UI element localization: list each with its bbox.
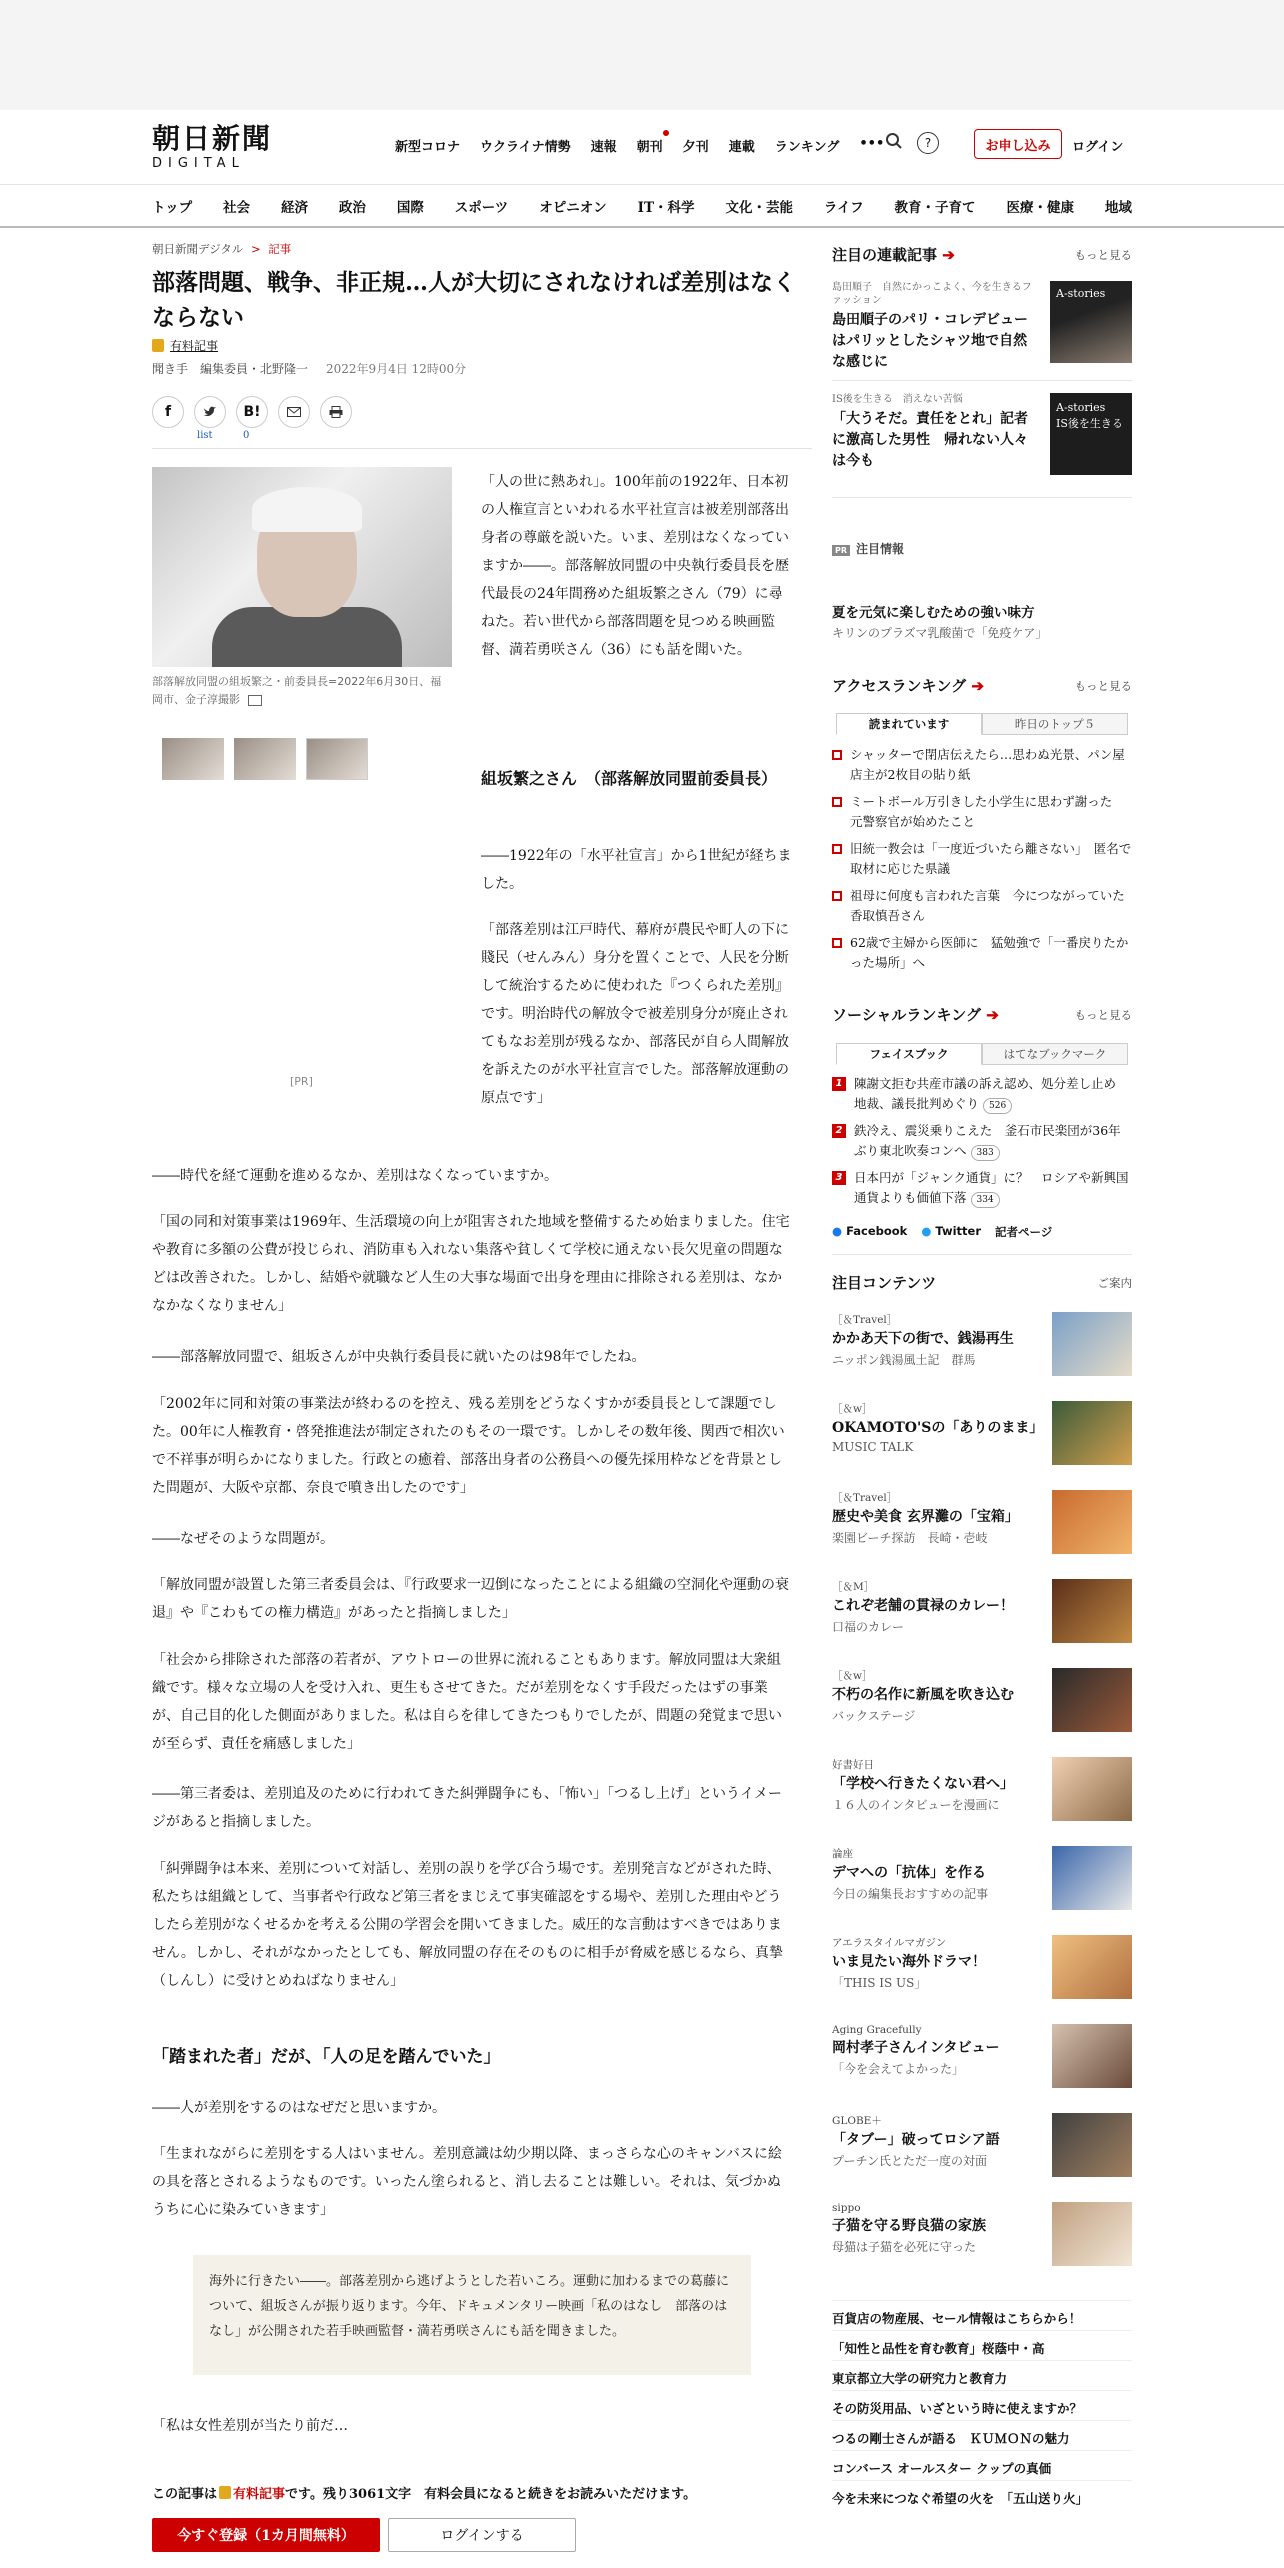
logo-title: 朝日新聞	[152, 122, 273, 155]
promo-link[interactable]: その防災用品、いざという時に使えますか？	[832, 2390, 1132, 2417]
social-text: 陳謝文拒む共産市議の訴え認め、処分差し止め 地裁、議長批判めぐり	[854, 1076, 1129, 1111]
social-ranking-header	[832, 1004, 1132, 1025]
serial-title: 島田順子のパリ・コレデビューはパリッとしたシャツ地で自然な感じに	[832, 312, 1028, 370]
content-title: OKAMOTO'Sの「ありのまま」	[832, 1420, 1044, 1436]
question-1: ――1922年の「水平社宣言」から1世紀が経ちました。	[481, 848, 792, 892]
social-item-body	[854, 1121, 1132, 1161]
content-title: 岡村孝子さんインタビュー	[832, 2040, 1000, 2056]
rank-number: 1	[832, 1077, 846, 1091]
article-photo[interactable]	[152, 467, 452, 667]
rank-number: 3	[832, 1171, 846, 1185]
twitter-list-count[interactable]: list	[197, 430, 213, 441]
share-count-badge: 383	[971, 1145, 1000, 1161]
ranking-text: 62歳で主婦から医師に 猛勉強で「一番戻りたかった場所」へ	[850, 935, 1129, 970]
content-label: GLOBE＋	[832, 2115, 882, 2127]
pr-subtitle[interactable]: キリンのプラズマ乳酸菌で「免疫ケア」	[832, 626, 1048, 640]
facebook-icon: ●	[832, 1224, 843, 1238]
content-item[interactable]	[832, 2202, 1132, 2277]
ranking-item[interactable]	[832, 886, 1138, 926]
article-tease: 「私は女性差別が当たり前だ…	[152, 2418, 348, 2434]
mail-share-icon[interactable]	[278, 396, 310, 428]
rank-number: 2	[832, 1124, 846, 1138]
content-thumbnail	[1052, 1846, 1132, 1910]
article-meta	[152, 360, 466, 377]
ranking-text: シャッターで閉店伝えたら…思わぬ光景、パン屋店主が2枚目の貼り紙	[850, 747, 1125, 782]
question-6: ――第三者委は、差別追及のために行われてきた糾弾闘争にも、「怖い」「つるし上げ」というイメージがあると指摘しました。	[152, 1786, 782, 1830]
serial-title: 「大うそだ。責任をとれ」記者に激高した男性 帰れない人々は今も	[832, 411, 1028, 469]
pr-label: [PR]	[290, 1075, 313, 1088]
content-title: 子猫を守る野良猫の家族	[832, 2218, 986, 2234]
content-item[interactable]	[832, 1401, 1132, 1476]
image-icon[interactable]	[248, 695, 262, 706]
photo-caption	[152, 673, 452, 709]
content-thumbnail	[1052, 2024, 1132, 2088]
facebook-share-icon[interactable]: f	[152, 396, 184, 428]
access-more-link[interactable]: もっと見る	[1074, 678, 1132, 693]
new-dot	[663, 130, 669, 136]
content-thumbnail	[1052, 1579, 1132, 1643]
content-label: ［＆Travel］	[832, 1314, 898, 1326]
cat-health[interactable]: 医療・健康	[1006, 200, 1074, 216]
share-buttons	[152, 396, 352, 428]
arrow-right-icon: ➔	[986, 1006, 999, 1024]
content-subtitle: 楽園ビーチ探訪 長崎・壱岐	[832, 1531, 988, 1545]
content-subtitle: 母猫は子猫を必死に守った	[832, 2240, 977, 2254]
content-label: sippo	[832, 2202, 861, 2214]
promo-link[interactable]: 東京都立大学の研究力と教育力	[832, 2360, 1132, 2387]
serial-item[interactable]	[832, 281, 1132, 371]
category-nav	[152, 185, 1132, 227]
content-item[interactable]	[832, 1579, 1132, 1654]
content-thumbnail	[1052, 2113, 1132, 2177]
question-2: ――時代を経て運動を進めるなか、差別はなくなっていますか。	[152, 1168, 558, 1184]
content-subtitle: プーチン氏とただ一度の対面	[832, 2154, 988, 2168]
divider	[832, 497, 1132, 498]
content-title: 不朽の名作に新風を吹き込む	[832, 1687, 1014, 1703]
cat-sports[interactable]: スポーツ	[454, 200, 509, 216]
answer-5: 「社会から排除された部落の若者が、アウトローの世界に流れることもあります。解放同盟は大衆組織です。様々な立場の人を受け入れ、更生もさせてきた。だが差別をなくす手段だったはずの事業が、自己目的化した側面がありました。私は自らを律してきたつもりでしたが、問題の発覚まで思いが至らず、責任を痛感しました」	[152, 1652, 782, 1752]
social-links	[832, 1224, 1132, 1240]
bullet-icon	[832, 797, 842, 807]
promo-link[interactable]: コンバース オールスター クップの真価	[832, 2450, 1132, 2477]
share-count-badge: 526	[983, 1098, 1012, 1114]
facebook-link[interactable]	[832, 1224, 907, 1240]
question-7: ――人が差別をするのはなぜだと思いますか。	[152, 2100, 446, 2116]
nav-covid[interactable]: 新型コロナ	[395, 140, 461, 155]
photo-thumbnail[interactable]	[162, 738, 224, 780]
breadcrumb-current[interactable]: 記事	[268, 242, 292, 256]
top-ad-area	[0, 0, 1284, 110]
promo-link[interactable]: 今を未来につなぐ希望の火を 「五山送り火」	[832, 2480, 1132, 2507]
cat-international[interactable]: 国際	[396, 200, 424, 216]
content-subtitle: 口福のカレー	[832, 1620, 905, 1634]
pr-title[interactable]: 夏を元気に楽しむための強い味方	[832, 605, 1035, 621]
cat-education[interactable]: 教育・子育て	[894, 200, 976, 216]
content-title: 注目コンテンツ	[832, 1274, 937, 1292]
nav-morning-label: 朝刊	[636, 140, 663, 155]
tab-hatena[interactable]: はてなブックマーク	[982, 1043, 1128, 1065]
answer-3: 「2002年に同和対策の事業法が終わるのを控え、残る差別をどうなくすかが委員長として課題でした。00年に人権教育・啓発推進法が制定されたのもその一環です。しかしその数年後、関西で相次いで不祥事が明らかになりました。行政との癒着、部落出身者の公務員への優先採用枠などを背景とした問題が、大阪や京都、奈良で噴き出したのです」	[152, 1396, 785, 1496]
social-text: 日本円が「ジャンク通貨」に？ ロシアや新興国通貨よりも価値下落	[854, 1170, 1129, 1205]
paywall-note	[152, 2483, 696, 2502]
site-header	[0, 110, 1284, 185]
content-thumbnail	[1052, 1312, 1132, 1376]
content-item[interactable]	[832, 1846, 1132, 1921]
photo-thumbnail[interactable]	[306, 738, 368, 780]
twitter-icon: ●	[921, 1224, 932, 1238]
content-subtitle: ニッポン銭湯風土記 群馬	[832, 1353, 976, 1367]
promo-link[interactable]: 「知性と品性を育む教育」桜蔭中・高	[832, 2330, 1132, 2357]
content-thumbnail	[1052, 1401, 1132, 1465]
nav-ranking[interactable]: ランキング	[774, 140, 840, 155]
divider	[832, 380, 1132, 381]
lock-icon	[152, 339, 164, 352]
ranking-text: ミートボール万引きした小学生に思わず謝った 元警察官が始めたこと	[850, 794, 1125, 829]
cat-culture[interactable]: 文化・芸能	[725, 200, 793, 216]
content-subtitle: 今日の編集長おすすめの記事	[832, 1887, 989, 1901]
login-button[interactable]: ログインする	[388, 2518, 576, 2552]
header-icons	[885, 132, 939, 154]
nav-ukraine[interactable]: ウクライナ情勢	[480, 140, 571, 155]
social-more-link[interactable]: もっと見る	[1074, 1007, 1132, 1022]
content-item[interactable]	[832, 2024, 1132, 2099]
answer-1: 「部落差別は江戸時代、幕府が農民や町人の下に賤民（せんみん）身分を置くことで、人民を分断して統治するために使われた『つくられた差別』です。明治時代の解放令で被差別身分が廃止されてもなお差別が残るなか、部落民が自ら人間解放を訴えたのが水平社宣言でした。部落解放運動の原点です」	[481, 922, 789, 1106]
question-3: ――部落解放同盟で、組坂さんが中央執行委員長に就いたのは98年でしたね。	[152, 1349, 646, 1365]
reporter-page-link[interactable]: 記者ページ	[995, 1225, 1053, 1239]
interviewee-heading: 組坂繁之さん （部落解放同盟前委員長）	[481, 769, 778, 788]
arrow-right-icon: ➔	[942, 246, 955, 264]
content-header	[832, 1272, 1132, 1293]
ranking-item[interactable]	[832, 933, 1132, 973]
answer-6: 「糾弾闘争は本来、差別について対話し、差別の誤りを学び合う場です。差別発言などがされた時、私たちは組織として、当事者や行政など第三者をまじえて事実確認をする場や、差別した理由やどうしたら差別がなくせるかを考える公開の学習会を開いてきました。威圧的な言動はすべきではありません。しかし、それがなかったとしても、解放同盟の存在そのものに相手が脅威を感じるなら、真摯（しんし）に受けとめねばなりません」	[152, 1861, 783, 1989]
content-label: アエラスタイルマガジン	[832, 1937, 947, 1949]
answer-7: 「生まれながらに差別をする人はいません。差別意識は幼少期以降、まっさらな心のキャンバスに絵の具を落とされるようなものです。いったん塗られると、消し去ることは難しい。それは、気づかぬうちに心に染みていきます」	[152, 2146, 782, 2218]
twitter-link-text: Twitter	[935, 1224, 981, 1238]
social-ranking-title[interactable]	[832, 1004, 999, 1025]
content-subtitle: 「今を会えてよかった」	[832, 2062, 965, 2076]
ranking-item[interactable]	[832, 792, 1132, 832]
cat-it-science[interactable]: IT・科学	[637, 200, 695, 216]
promo-link[interactable]: 百貨店の物産展、セール情報はこちらから！	[832, 2300, 1132, 2327]
caption-text: 部落解放同盟の組坂繁之・前委員長=2022年6月30日、福岡市、金子淳撮影	[152, 675, 442, 706]
nav-serials[interactable]: 連載	[728, 140, 755, 155]
answer-2: 「国の同和対策事業は1969年、生活環境の向上が阻害された地域を整備するため始まりました。住宅や教育に多額の公費が投じられ、消防車も入れない集落や貧しくて学校に通えない長欠児童の問題などは改善された。しかし、結婚や就職など人生の大事な場面で出身を理由に排除される差別は、なかなかなくなりません」	[152, 1214, 790, 1314]
lock-icon	[219, 2486, 231, 2499]
content-label: Aging Gracefully	[832, 2024, 922, 2036]
social-tabs	[836, 1043, 1128, 1065]
nav-evening[interactable]: 夕刊	[682, 140, 709, 155]
social-text: 鉄冷え、震災乗りこえた 釜石市民楽団が36年ぶり東北吹奏コンへ	[854, 1123, 1121, 1158]
cat-economy[interactable]: 経済	[280, 200, 308, 216]
content-thumbnail	[1052, 1757, 1132, 1821]
photo-thumbnails	[162, 738, 368, 780]
login-link[interactable]: ログイン	[1072, 140, 1124, 155]
social-item[interactable]	[832, 1121, 1132, 1161]
facebook-link-text: Facebook	[846, 1224, 908, 1238]
ranking-text: 祖母に何度も言われた言葉 今につながっていた 香取慎吾さん	[850, 888, 1138, 923]
paid-text: 有料記事	[170, 339, 219, 353]
social-item[interactable]	[832, 1074, 1132, 1114]
interviewer: 聞き手 編集委員・北野隆一	[152, 362, 309, 376]
serials-title[interactable]	[832, 244, 955, 265]
cat-politics[interactable]: 政治	[338, 200, 366, 216]
content-label: ［＆Travel］	[832, 1492, 898, 1504]
share-count-badge: 334	[971, 1192, 1000, 1208]
content-thumbnail	[1052, 2202, 1132, 2266]
content-subtitle: 「THIS IS US」	[832, 1976, 927, 1990]
access-tabs	[836, 713, 1128, 735]
pr-icon: PR	[832, 545, 850, 556]
content-item[interactable]	[832, 1490, 1132, 1565]
hatena-share-icon[interactable]: B!	[236, 396, 268, 428]
bullet-icon	[832, 844, 842, 854]
nav-morning[interactable]	[637, 136, 663, 155]
serial-thumbnail: A-stories IS後を生きる	[1050, 393, 1132, 475]
tab-most-read[interactable]: 読まれています	[836, 713, 982, 735]
content-item[interactable]	[832, 2113, 1132, 2188]
twitter-link[interactable]	[921, 1224, 981, 1240]
hatena-count[interactable]: 0	[243, 430, 250, 441]
social-item[interactable]	[832, 1168, 1132, 1208]
site-logo[interactable]	[152, 124, 292, 174]
bullet-icon	[832, 938, 842, 948]
access-ranking-header	[832, 675, 1132, 696]
serial-subtitle: 島田順子 自然にかっこよく、今を生きるファッション	[832, 282, 1032, 306]
pr-header	[832, 540, 1132, 557]
search-icon[interactable]	[885, 132, 903, 154]
cat-society[interactable]: 社会	[223, 200, 251, 216]
access-ranking-title[interactable]	[832, 675, 984, 696]
content-title: かかあ天下の街で、銭湯再生	[832, 1331, 1014, 1347]
content-title: 歴史や美食 玄界灘の「宝箱」	[832, 1509, 1019, 1525]
paywall-pre: この記事は	[152, 2487, 218, 2502]
paid-label[interactable]	[152, 337, 218, 354]
logo-subtitle: DIGITAL	[152, 156, 245, 171]
cat-top[interactable]: トップ	[152, 200, 193, 216]
access-ranking-text: アクセスランキング	[832, 677, 967, 695]
content-label: ［＆w］	[832, 1403, 873, 1415]
help-icon[interactable]: ?	[917, 132, 939, 154]
article-intro: 「人の世に熱あれ」。100年前の1922年、日本初の人権宣言といわれる水平社宣言は被差別部落出身者の尊厳を説いた。いま、差別はなくなっていますか――。部落解放同盟の中央執行委員長を歴代最長の24年間務めた組坂繁之さん（79）に尋ねた。若い世代から部落問題を見つめる映画監督、満若勇咲さん（36）にも話を聞いた。	[481, 474, 789, 658]
breadcrumb	[152, 241, 291, 257]
paywall-paid[interactable]: 有料記事	[233, 2487, 286, 2502]
content-item[interactable]	[832, 1312, 1132, 1387]
divider	[152, 448, 812, 449]
content-label: 好書好日	[832, 1759, 874, 1771]
serial-thumbnail: A-stories	[1050, 281, 1132, 363]
pr-header-text: 注目情報	[856, 542, 905, 556]
content-title: 「タブー」破ってロシア語	[832, 2132, 1000, 2148]
content-thumbnail	[1052, 1490, 1132, 1554]
tab-facebook[interactable]: フェイスブック	[836, 1043, 982, 1065]
bullet-icon	[832, 891, 842, 901]
content-label: ［＆M］	[832, 1581, 875, 1593]
serial-subtitle: IS後を生きる 消えない苦悩	[832, 394, 963, 405]
photo-figure-hair	[252, 487, 362, 532]
serials-header	[832, 244, 1132, 265]
cat-opinion[interactable]: オピニオン	[539, 200, 607, 216]
content-subtitle: １６人のインタビューを漫画に	[832, 1798, 1000, 1812]
content-title: いま見たい海外ドラマ！	[832, 1954, 986, 1970]
promo-link[interactable]: つるの剛士さんが語る ＫＵＭＯＮの魅力	[832, 2420, 1132, 2447]
nav-divider	[0, 226, 1284, 228]
twitter-share-icon[interactable]	[194, 396, 226, 428]
serials-more-link[interactable]: もっと見る	[1074, 247, 1132, 262]
content-title: 「学校へ行きたくない君へ」	[832, 1776, 1014, 1792]
content-item[interactable]	[832, 1757, 1132, 1832]
tab-yesterday-top5[interactable]: 昨日のトップ５	[982, 713, 1128, 735]
cat-local[interactable]: 地域	[1104, 200, 1132, 216]
divider	[832, 1254, 1132, 1255]
content-subtitle: バックステージ	[832, 1709, 916, 1723]
more-menu-icon[interactable]: •••	[859, 136, 885, 151]
content-title: デマへの「抗体」を作る	[832, 1865, 986, 1881]
arrow-right-icon: ➔	[971, 677, 984, 695]
content-thumbnail	[1052, 1935, 1132, 1999]
article-title: 部落問題、戦争、非正規…人が大切にされなければ差別はなくならない	[152, 269, 796, 331]
answer-4: 「解放同盟が設置した第三者委員会は、『行政要求一辺倒になったことによる組織の空洞化や運動の衰退』や『こわもての権力構造』があったと指摘しました」	[152, 1577, 789, 1621]
content-item[interactable]	[832, 1668, 1132, 1743]
register-button[interactable]: 今すぐ登録（1カ月間無料）	[152, 2518, 380, 2552]
signup-button[interactable]: お申し込み	[974, 129, 1062, 159]
cat-life[interactable]: ライフ	[823, 200, 864, 216]
section-heading: 「踏まれた者」だが、「人の足を踏んでいた」	[152, 2047, 501, 2067]
photo-thumbnail[interactable]	[234, 738, 296, 780]
breadcrumb-home[interactable]: 朝日新聞デジタル	[152, 242, 244, 256]
serials-title-text: 注目の連載記事	[832, 246, 938, 264]
content-guide-link[interactable]: ご案内	[1097, 1275, 1132, 1290]
social-item-body	[854, 1168, 1132, 1208]
bullet-icon	[832, 750, 842, 760]
ranking-text: 旧統一教会は「一度近づいたら離さない」 匿名で取材に応じた県議	[850, 841, 1132, 876]
content-thumbnail	[1052, 1668, 1132, 1732]
question-4: ――なぜそのような問題が。	[152, 1531, 334, 1547]
serial-item[interactable]	[832, 393, 1132, 483]
content-label: 論座	[832, 1848, 853, 1860]
content-subtitle: MUSIC TALK	[832, 1440, 914, 1454]
content-label: ［＆w］	[832, 1670, 873, 1682]
paywall-post: です。残り3061文字 有料会員になると続きをお読みいただけます。	[285, 2487, 697, 2502]
summary-box: 海外に行きたい――。部落差別から逃げようとした若いころ。運動に加わるまでの葛藤について、組坂さんが振り返ります。今年、ドキュメンタリー映画「私のはなし 部落のはなし」が公開された若手映画監督・満若勇咲さんにも話を聞きました。	[193, 2255, 751, 2375]
social-item-body	[854, 1074, 1132, 1114]
social-ranking-text: ソーシャルランキング	[832, 1006, 981, 1024]
ranking-item[interactable]	[832, 745, 1132, 785]
print-icon[interactable]	[320, 396, 352, 428]
header-nav	[395, 136, 884, 155]
content-item[interactable]	[832, 1935, 1132, 2010]
breadcrumb-sep: >	[250, 242, 261, 256]
publish-date: 2022年9月4日 12時00分	[326, 362, 467, 376]
content-title: これぞ老舗の貫禄のカレー！	[832, 1598, 1014, 1614]
nav-breaking[interactable]: 速報	[590, 140, 617, 155]
ranking-item[interactable]	[832, 839, 1132, 879]
